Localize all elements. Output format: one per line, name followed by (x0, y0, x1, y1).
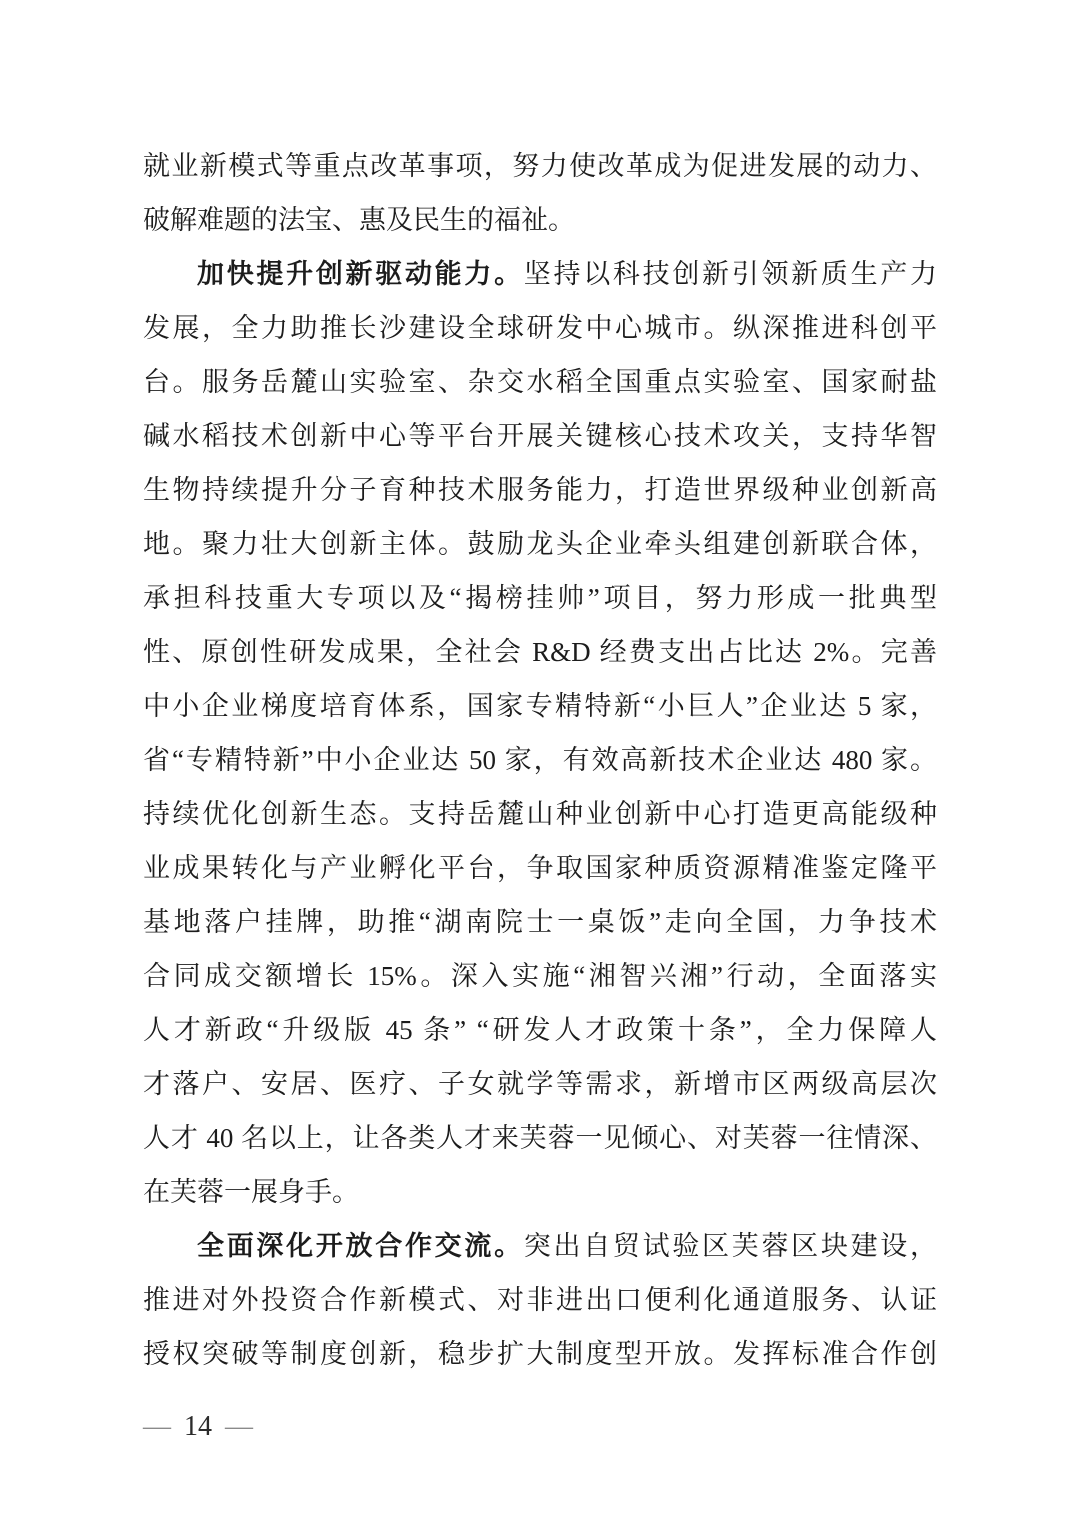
text-run: 授权突破等制度创新，稳步扩大制度型开放。发挥标准合作创 (143, 1339, 937, 1369)
text-line-7 (143, 463, 937, 517)
text-run: 人才新政“升级版 45 条” “研发人才政策十条”，全力保障人 (143, 1015, 937, 1045)
text-run: 突出自贸试验区芙蓉区块建设， (523, 1231, 938, 1261)
footer-right-dash: — (225, 1411, 253, 1442)
text-line-2 (143, 193, 937, 247)
text-run: 省“专精特新”中小企业达 50 家，有效高新技术企业达 480 家。 (143, 745, 937, 775)
text-run: 破解难题的法宝、惠及民生的福祉。 (143, 205, 575, 235)
text-run: 人才 40 名以上，让各类人才来芙蓉一见倾心、对芙蓉一往情深、 (143, 1123, 937, 1153)
text-line-20 (143, 1165, 937, 1219)
text-run: 持续优化创新生态。支持岳麓山种业创新中心打造更高能级种 (143, 799, 937, 829)
text-run: 台。服务岳麓山实验室、杂交水稻全国重点实验室、国家耐盐 (143, 367, 937, 397)
text-run: 承担科技重大专项以及“揭榜挂帅”项目，努力形成一批典型 (143, 583, 937, 613)
section-heading-innovation: 加快提升创新驱动能力。 (197, 259, 524, 289)
text-line-3 (143, 247, 937, 301)
text-line-5 (143, 355, 937, 409)
body-text (143, 139, 937, 1381)
text-run: 才落户、安居、医疗、子女就学等需求，新增市区两级高层次 (143, 1069, 937, 1099)
text-line-12 (143, 733, 937, 787)
page-number: 14 (184, 1411, 212, 1442)
text-line-6 (143, 409, 937, 463)
text-run: 性、原创性研发成果，全社会 R&D 经费支出占比达 2%。完善 (143, 637, 937, 667)
text-run: 碱水稻技术创新中心等平台开展关键核心技术攻关，支持华智 (143, 421, 937, 451)
footer-left-dash: — (143, 1411, 171, 1442)
text-line-13 (143, 787, 937, 841)
text-run: 地。聚力壮大创新主体。鼓励龙头企业牵头组建创新联合体， (143, 529, 937, 559)
text-run: 发展，全力助推长沙建设全球研发中心城市。纵深推进科创平 (143, 313, 937, 343)
text-run: 生物持续提升分子育种技术服务能力，打造世界级种业创新高 (143, 475, 937, 505)
text-line-8 (143, 517, 937, 571)
text-line-15 (143, 895, 937, 949)
page-footer (143, 1407, 253, 1447)
text-line-21 (143, 1219, 937, 1273)
text-line-19 (143, 1111, 937, 1165)
text-run: 业成果转化与产业孵化平台，争取国家种质资源精准鉴定隆平 (143, 853, 937, 883)
text-line-9 (143, 571, 937, 625)
text-run: 在芙蓉一展身手。 (143, 1177, 359, 1207)
text-line-10 (143, 625, 937, 679)
text-run: 中小企业梯度培育体系，国家专精特新“小巨人”企业达 5 家， (143, 691, 937, 721)
text-run: 基地落户挂牌，助推“湖南院士一桌饭”走向全国，力争技术 (143, 907, 937, 937)
text-line-17 (143, 1003, 937, 1057)
text-run: 坚持以科技创新引领新质生产力 (523, 259, 938, 289)
text-run: 推进对外投资合作新模式、对非进出口便利化通道服务、认证 (143, 1285, 937, 1315)
text-line-14 (143, 841, 937, 895)
text-run: 就业新模式等重点改革事项，努力使改革成为促进发展的动力、 (143, 151, 937, 181)
text-line-11 (143, 679, 937, 733)
text-run: 合同成交额增长 15%。深入实施“湘智兴湘”行动，全面落实 (143, 961, 937, 991)
text-line-23 (143, 1327, 937, 1381)
text-line-18 (143, 1057, 937, 1111)
text-line-4 (143, 301, 937, 355)
text-line-1 (143, 139, 937, 193)
section-heading-opening: 全面深化开放合作交流。 (197, 1231, 524, 1261)
text-line-22 (143, 1273, 937, 1327)
text-line-16 (143, 949, 937, 1003)
